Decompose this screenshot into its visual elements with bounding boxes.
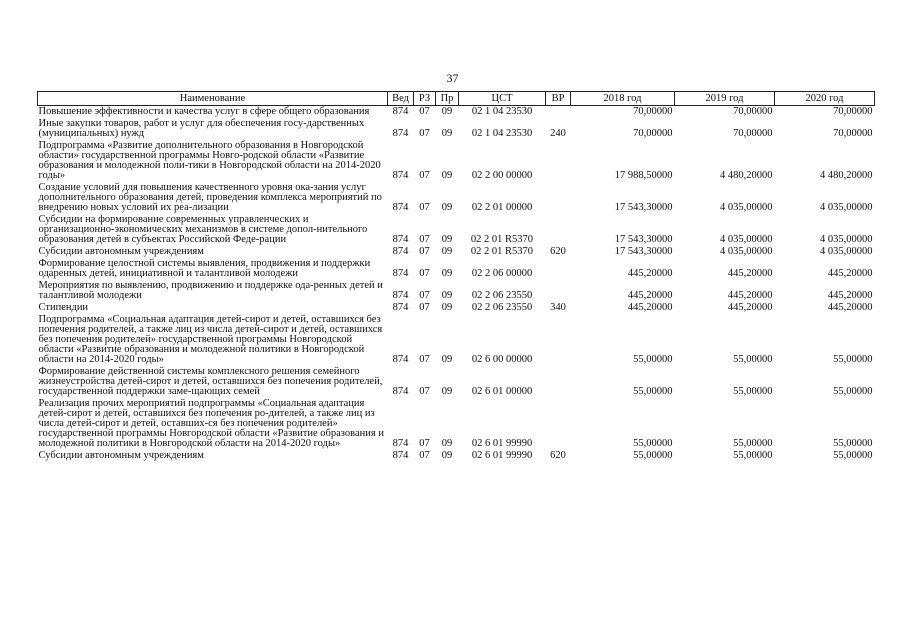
row-2018: 17 543,30000 bbox=[614, 202, 673, 213]
row-2020: 4 035,00000 bbox=[820, 246, 873, 257]
row-vr bbox=[546, 366, 571, 398]
row-pr: 09 bbox=[441, 438, 453, 449]
row-2018: 17 543,30000 bbox=[614, 234, 673, 245]
row-ved: 874 bbox=[392, 450, 409, 461]
header-2020: 2020 год bbox=[775, 92, 875, 106]
row-2019: 55,00000 bbox=[733, 450, 773, 461]
row-ved: 874 bbox=[392, 438, 409, 449]
row-name: Субсидии на формирование современных управленческих и организационно-экономических механизмов в системе допол-нительного образования детей в субъектах Российской Феде-рации bbox=[38, 214, 368, 245]
row-name: Субсидии автономным учреждениям bbox=[38, 450, 204, 461]
row-2018: 70,00000 bbox=[633, 106, 673, 117]
row-2019: 55,00000 bbox=[733, 354, 773, 365]
row-ved: 874 bbox=[392, 106, 409, 117]
row-2018: 55,00000 bbox=[633, 354, 673, 365]
row-cst: 02 1 04 23530 bbox=[471, 128, 533, 139]
row-rz: 07 bbox=[419, 170, 430, 181]
row-cst: 02 6 01 99990 bbox=[471, 438, 533, 449]
row-2020: 445,20000 bbox=[827, 268, 873, 279]
row-pr: 09 bbox=[441, 170, 453, 181]
row-cst: 02 6 01 00000 bbox=[471, 386, 533, 397]
row-2020: 4 035,00000 bbox=[820, 234, 873, 245]
row-pr: 09 bbox=[441, 354, 453, 365]
header-ved: Вед bbox=[388, 92, 414, 106]
row-vr: 620 bbox=[550, 246, 566, 257]
budget-table bbox=[37, 91, 875, 462]
row-2019: 55,00000 bbox=[733, 438, 773, 449]
row-pr: 09 bbox=[441, 234, 453, 245]
row-vr bbox=[546, 182, 571, 214]
row-rz: 07 bbox=[419, 106, 430, 117]
row-pr: 09 bbox=[441, 106, 453, 117]
row-rz: 07 bbox=[419, 290, 430, 301]
row-2019: 4 035,00000 bbox=[720, 202, 773, 213]
row-cst: 02 2 06 23550 bbox=[471, 302, 533, 313]
row-2019: 70,00000 bbox=[733, 128, 773, 139]
row-2019: 55,00000 bbox=[733, 386, 773, 397]
row-rz: 07 bbox=[419, 268, 430, 279]
row-name: Стипендии bbox=[38, 302, 89, 313]
table-row bbox=[38, 258, 875, 280]
row-rz: 07 bbox=[419, 246, 430, 257]
row-name: Субсидии автономным учреждениям bbox=[38, 246, 204, 257]
row-2018: 445,20000 bbox=[627, 268, 673, 279]
row-rz: 07 bbox=[419, 354, 430, 365]
row-2019: 445,20000 bbox=[727, 290, 773, 301]
row-2019: 445,20000 bbox=[727, 302, 773, 313]
row-2018: 55,00000 bbox=[633, 386, 673, 397]
header-rz: РЗ bbox=[414, 92, 436, 106]
row-2020: 4 480,20000 bbox=[820, 170, 873, 181]
table-row bbox=[38, 106, 875, 119]
row-2018: 55,00000 bbox=[633, 450, 673, 461]
row-rz: 07 bbox=[419, 450, 430, 461]
row-2018: 55,00000 bbox=[633, 438, 673, 449]
row-pr: 09 bbox=[441, 302, 453, 313]
row-ved: 874 bbox=[392, 354, 409, 365]
row-rz: 07 bbox=[419, 302, 430, 313]
header-name: Наименование bbox=[38, 92, 388, 106]
row-2020: 55,00000 bbox=[833, 450, 873, 461]
row-pr: 09 bbox=[441, 246, 453, 257]
row-2019: 4 480,20000 bbox=[720, 170, 773, 181]
row-rz: 07 bbox=[419, 128, 430, 139]
row-name: Формирование действенной системы комплексного решения семейного жизнеустройства детей-сирот и детей, оставшихся без попечения родителей, государственной поддержки заме-щающих семей bbox=[38, 366, 383, 397]
table-row bbox=[38, 182, 875, 214]
row-vr bbox=[546, 214, 571, 246]
header-2018: 2018 год bbox=[571, 92, 675, 106]
row-rz: 07 bbox=[419, 202, 430, 213]
row-cst: 02 6 00 00000 bbox=[471, 354, 533, 365]
row-name: Создание условий для повышения качественного уровня ока-зания услуг дополнительного образования детей, проведения комплекса мероприятий по внедрению новых условий их реа-лизации bbox=[38, 182, 382, 213]
row-vr: 240 bbox=[550, 128, 566, 139]
row-vr bbox=[546, 398, 571, 450]
row-ved: 874 bbox=[392, 290, 409, 301]
row-2020: 55,00000 bbox=[833, 354, 873, 365]
row-2020: 445,20000 bbox=[827, 290, 873, 301]
page-number: 37 bbox=[446, 71, 459, 85]
row-2018: 17 988,50000 bbox=[614, 170, 673, 181]
row-name: Формирование целостной системы выявления, продвижения и поддержки одаренных детей, инициативной и талантливой молодежи bbox=[38, 258, 371, 279]
row-name: Подпрограмма «Развитие дополнительного образования в Новгородской области» государственной программы Новго-родской области «Развитие образования и молодежной поли-тики в Новгородской области на 2014-2020 годы» bbox=[38, 140, 381, 181]
table-header-row bbox=[38, 92, 875, 106]
row-2018: 70,00000 bbox=[633, 128, 673, 139]
header-2019: 2019 год bbox=[675, 92, 775, 106]
row-2020: 70,00000 bbox=[833, 128, 873, 139]
row-2020: 445,20000 bbox=[827, 302, 873, 313]
row-2020: 70,00000 bbox=[833, 106, 873, 117]
table-row bbox=[38, 314, 875, 366]
row-name: Иные закупки товаров, работ и услуг для обеспечения госу-дарственных (муниципальных) нужд bbox=[38, 118, 365, 139]
row-name: Реализация прочих мероприятий подпрограммы «Социальная адаптация детей-сирот и детей, оставшихся без попечения ро-дителей, а также лиц из числа детей-сирот и детей, оставших-ся без попечения родителей» государственной программы Новгородской области «Развитие образования и молодежной политики в Новгородской области на 2014-2020 годы» bbox=[38, 398, 384, 449]
row-cst: 02 1 04 23530 bbox=[471, 106, 533, 117]
header-cst: ЦСТ bbox=[459, 92, 546, 106]
table-row bbox=[38, 366, 875, 398]
row-vr: 620 bbox=[550, 450, 566, 461]
row-ved: 874 bbox=[392, 170, 409, 181]
row-ved: 874 bbox=[392, 268, 409, 279]
table-row bbox=[38, 302, 875, 314]
row-ved: 874 bbox=[392, 386, 409, 397]
row-vr bbox=[546, 258, 571, 280]
table-row bbox=[38, 398, 875, 450]
row-pr: 09 bbox=[441, 268, 453, 279]
row-ved: 874 bbox=[392, 302, 409, 313]
row-cst: 02 2 01 00000 bbox=[471, 202, 533, 213]
row-ved: 874 bbox=[392, 246, 409, 257]
table-row bbox=[38, 140, 875, 182]
row-2019: 70,00000 bbox=[733, 106, 773, 117]
table-row bbox=[38, 246, 875, 258]
row-vr bbox=[546, 280, 571, 302]
table-row bbox=[38, 450, 875, 462]
row-cst: 02 2 01 R5370 bbox=[470, 234, 534, 245]
row-rz: 07 bbox=[419, 386, 430, 397]
row-ved: 874 bbox=[392, 234, 409, 245]
row-2020: 55,00000 bbox=[833, 438, 873, 449]
row-2020: 55,00000 bbox=[833, 386, 873, 397]
table-row bbox=[38, 280, 875, 302]
row-2019: 4 035,00000 bbox=[720, 246, 773, 257]
row-2019: 445,20000 bbox=[727, 268, 773, 279]
row-cst: 02 2 01 R5370 bbox=[470, 246, 534, 257]
row-2018: 445,20000 bbox=[627, 290, 673, 301]
row-pr: 09 bbox=[441, 202, 453, 213]
header-pr: Пр bbox=[436, 92, 459, 106]
row-cst: 02 2 06 23550 bbox=[471, 290, 533, 301]
table-row bbox=[38, 118, 875, 140]
row-rz: 07 bbox=[419, 438, 430, 449]
row-2018: 445,20000 bbox=[627, 302, 673, 313]
row-vr bbox=[546, 106, 571, 119]
row-vr bbox=[546, 140, 571, 182]
row-2019: 4 035,00000 bbox=[720, 234, 773, 245]
row-pr: 09 bbox=[441, 450, 453, 461]
row-vr bbox=[546, 314, 571, 366]
row-2018: 17 543,30000 bbox=[614, 246, 673, 257]
table-row bbox=[38, 214, 875, 246]
row-ved: 874 bbox=[392, 128, 409, 139]
header-vr: ВР bbox=[546, 92, 571, 106]
row-pr: 09 bbox=[441, 386, 453, 397]
row-name: Повышение эффективности и качества услуг в сфере общего образования bbox=[38, 106, 370, 117]
row-cst: 02 2 06 00000 bbox=[471, 268, 533, 279]
row-cst: 02 6 01 99990 bbox=[471, 450, 533, 461]
row-pr: 09 bbox=[441, 290, 453, 301]
row-name: Подпрограмма «Социальная адаптация детей-сирот и детей, оставшихся без попечения родителей, а также лиц из числа детей-сирот и детей, оставшихся без попечения родителей» государственной программы Новгородской области «Развитие образования и молодежной политики в Новгородской области на 2014-2020 годы» bbox=[38, 314, 383, 365]
row-rz: 07 bbox=[419, 234, 430, 245]
row-pr: 09 bbox=[441, 128, 453, 139]
row-vr: 340 bbox=[550, 302, 566, 313]
row-cst: 02 2 00 00000 bbox=[471, 170, 533, 181]
row-name: Мероприятия по выявлению, продвижению и поддержке ода-ренных детей и талантливой молодежи bbox=[38, 280, 383, 301]
row-ved: 874 bbox=[392, 202, 409, 213]
row-2020: 4 035,00000 bbox=[820, 202, 873, 213]
